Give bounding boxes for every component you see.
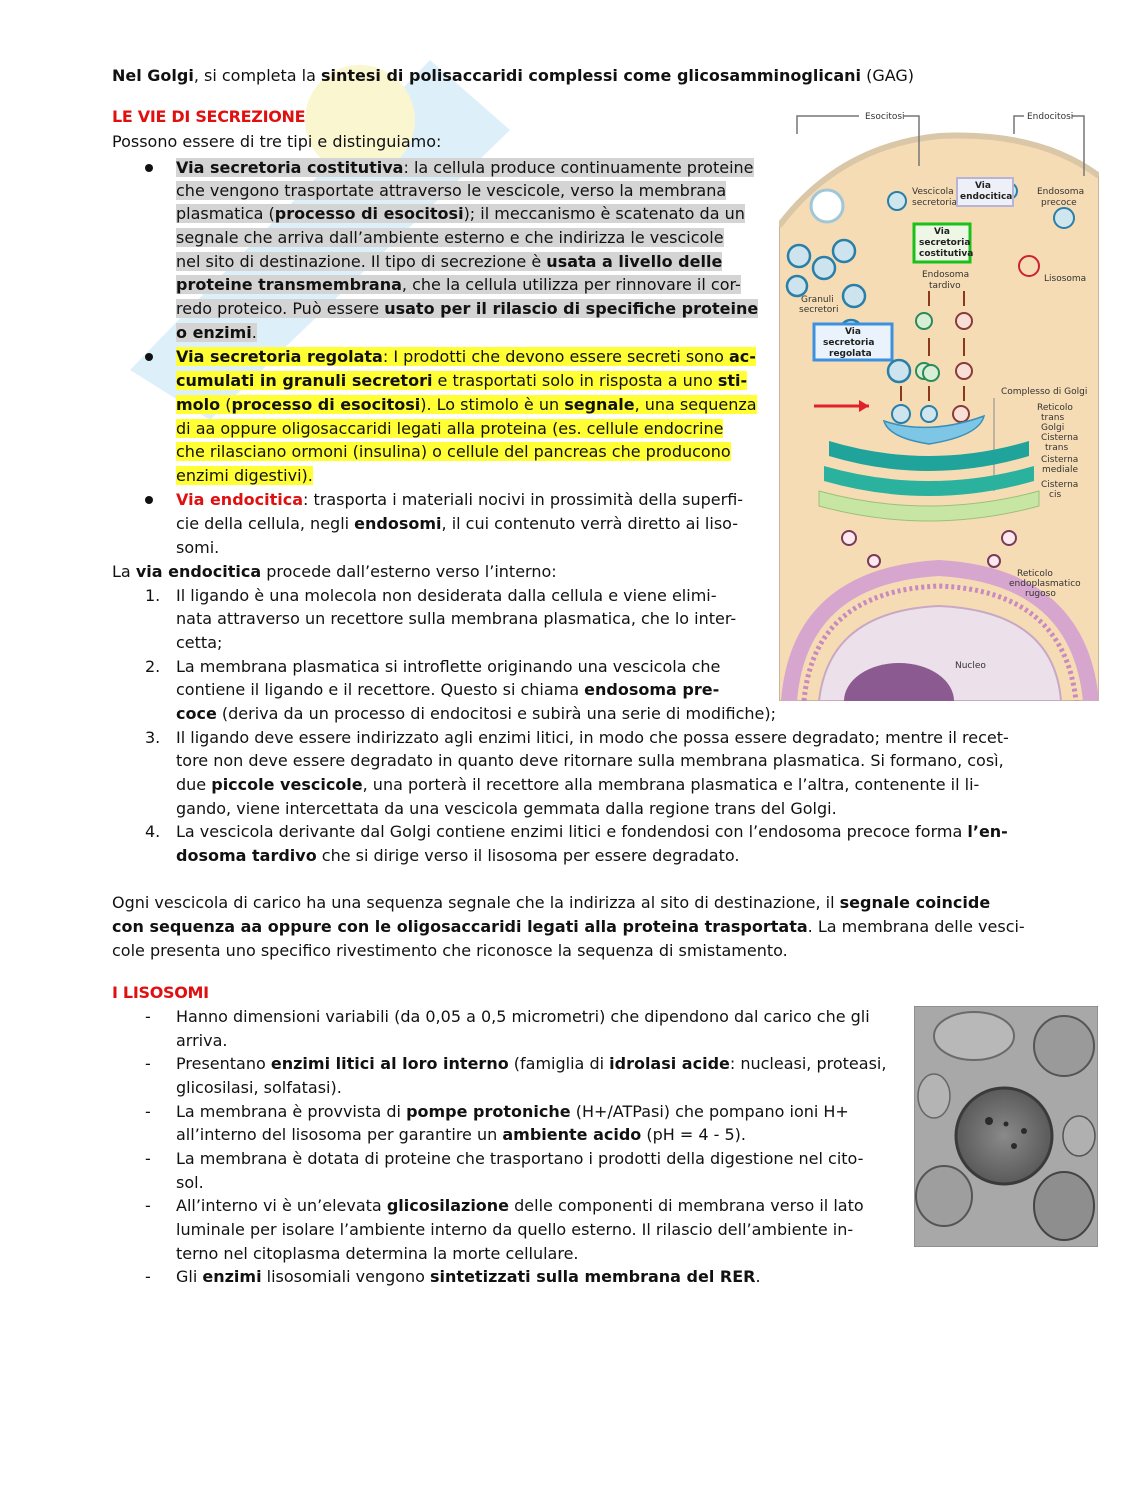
- list-number: 2.: [145, 657, 161, 676]
- vesicle: [956, 313, 972, 329]
- label-via-costitutiva: costitutiva: [919, 249, 974, 259]
- label-via-regolata: regolata: [829, 349, 872, 359]
- numbered-item-line: due piccole vescicole, una porterà il recettore alla membrana plasmatica e l’altra, contenente il li-: [176, 775, 980, 794]
- numbered-item-line: coce (deriva da un processo di endocitosi e subirà una serie di modifiche);: [176, 704, 777, 723]
- label-via-endocitica: endocitica: [960, 192, 1013, 202]
- label-nucleo: Nucleo: [955, 661, 986, 671]
- secretory-granule: [788, 245, 810, 267]
- bullet-regolata-line: di aa oppure oligosaccaridi legati alla proteina (es. cellule endocrine: [176, 419, 724, 438]
- cargo-paragraph-line: Ogni vescicola di carico ha una sequenza segnale che la indirizza al sito di destinazione, il segnale coincide: [112, 893, 991, 912]
- vesicle: [1002, 531, 1016, 545]
- dash-marker: -: [145, 1007, 151, 1026]
- secretory-granule: [888, 360, 910, 382]
- vesicle: [923, 365, 939, 381]
- bullet-regolata-line: Via secretoria regolata: I prodotti che devono essere secreti sono ac-: [176, 347, 756, 366]
- label-reticolo-trans: Reticolo: [1037, 403, 1073, 413]
- label-cisterna-cis: cis: [1049, 490, 1062, 500]
- bullet-regolata-line: cumulati in granuli secretori e trasportati solo in risposta a uno sti-: [176, 371, 748, 390]
- granule-dark: [1004, 1122, 1009, 1127]
- label-cisterna-trans: trans: [1045, 443, 1069, 453]
- bullet-endocitica-line: Via endocitica: trasporta i materiali nocivi in prossimità della superfi-: [176, 490, 744, 509]
- cargo-paragraph-line: cole presenta uno specifico rivestimento che riconosce la sequenza di smistamento.: [112, 941, 788, 960]
- vesicle: [868, 555, 880, 567]
- numbered-item-line: La vescicola derivante dal Golgi contiene enzimi litici e fondendosi con l’endosoma precoce forma l’en-: [176, 822, 1008, 841]
- granule-dark: [1011, 1143, 1017, 1149]
- label-via-regolata: secretoria: [823, 338, 875, 348]
- bullet-costitutiva-line: Via secretoria costitutiva: la cellula produce continuamente proteine: [176, 158, 754, 177]
- label-cisterna-trans: Cisterna: [1041, 433, 1079, 443]
- bullet-costitutiva-line: o enzimi.: [176, 323, 257, 342]
- vesicle: [916, 313, 932, 329]
- label-endosoma-tardivo: tardivo: [929, 281, 961, 291]
- vesicle: [842, 531, 856, 545]
- label-rer: Reticolo: [1017, 569, 1053, 579]
- numbered-item-line: Il ligando è una molecola non desiderata dalla cellula e viene elimi-: [176, 586, 717, 605]
- vesicle: [953, 406, 969, 422]
- label-reticolo-trans: trans: [1041, 413, 1065, 423]
- organelle: [1034, 1172, 1094, 1240]
- lisosomi-item-line: La membrana è dotata di proteine che trasportano i prodotti della digestione nel cito-: [176, 1149, 864, 1168]
- lysosome-body: [956, 1088, 1052, 1184]
- bullet-dot: [145, 353, 153, 361]
- lisosomi-item-line: All’interno vi è un’elevata glicosilazione delle componenti di membrana verso il lato: [176, 1196, 864, 1215]
- lisosomi-item-line: glicosilasi, solfatasi).: [176, 1078, 342, 1097]
- list-number: 1.: [145, 586, 161, 605]
- list-number: 3.: [145, 728, 161, 747]
- endocitica-lead: La via endocitica procede dall’esterno verso l’interno:: [112, 562, 557, 581]
- label-vescicola-secretoria: secretoria: [912, 198, 957, 208]
- bullet-dot: [145, 496, 153, 504]
- label-via-endocitica: Via: [975, 181, 991, 191]
- secretory-granule: [833, 240, 855, 262]
- granule-dark: [985, 1117, 993, 1125]
- organelle: [1063, 1116, 1095, 1156]
- label-reticolo-trans: Golgi: [1041, 423, 1065, 433]
- label-endosoma-precoce: precoce: [1041, 198, 1077, 208]
- secretion-pathways-diagram: [779, 106, 1099, 701]
- label-rer: endoplasmatico: [1009, 579, 1081, 589]
- label-endosoma-precoce: Endosoma: [1037, 187, 1085, 197]
- numbered-item-line: Il ligando deve essere indirizzato agli enzimi litici, in modo che possa essere degradato; mentre il recet-: [176, 728, 1009, 747]
- label-golgi: Complesso di Golgi: [1001, 387, 1088, 397]
- vesicle: [888, 192, 906, 210]
- label-lisosoma: Lisosoma: [1044, 274, 1087, 284]
- vesicle: [988, 555, 1000, 567]
- lisosomi-item-line: arriva.: [176, 1031, 228, 1050]
- label-endosoma-tardivo: Endosoma: [922, 270, 970, 280]
- bullet-costitutiva-line: plasmatica (processo di esocitosi); il meccanismo è scatenato da un: [176, 204, 745, 223]
- section-lead: Possono essere di tre tipi e distinguiamo:: [112, 132, 442, 151]
- lisosomi-item-line: Gli enzimi lisosomiali vengono sintetizzati sulla membrana del RER.: [176, 1267, 761, 1286]
- numbered-item-line: contiene il ligando e il recettore. Questo si chiama endosoma pre-: [176, 680, 720, 699]
- label-via-regolata: Via: [845, 327, 861, 337]
- lisosomi-item-line: Presentano enzimi litici al loro interno (famiglia di idrolasi acide: nucleasi, proteasi,: [176, 1054, 887, 1073]
- organelle: [934, 1012, 1014, 1060]
- label-vescicola-secretoria: Vescicola: [912, 187, 954, 197]
- label-cisterna-mediale: mediale: [1042, 465, 1079, 475]
- label-via-costitutiva: secretoria: [919, 238, 971, 248]
- label-cisterna-cis: Cisterna: [1041, 480, 1079, 490]
- exocytosis-vesicle: [811, 190, 843, 222]
- numbered-item-line: gando, viene intercettata da una vescicola gemmata dalla regione trans del Golgi.: [176, 799, 837, 818]
- granule-dark: [1021, 1128, 1027, 1134]
- endosome-vesicle: [1054, 208, 1074, 228]
- numbered-item-line: La membrana plasmatica si introflette originando una vescicola che: [176, 657, 721, 676]
- bullet-endocitica-line: cie della cellula, negli endosomi, il cui contenuto verrà diretto ai liso-: [176, 514, 739, 533]
- vesicle: [921, 406, 937, 422]
- bullet-regolata-line: che rilasciano ormoni (insulina) o cellule del pancreas che producono: [176, 442, 731, 461]
- bullet-costitutiva-line: nel sito di destinazione. Il tipo di secrezione è usata a livello delle: [176, 252, 723, 271]
- intro-paragraph: Nel Golgi, si completa la sintesi di polisaccaridi complessi come glicosamminoglicani (GAG): [112, 66, 915, 85]
- dash-marker: -: [145, 1196, 151, 1215]
- lisosomi-item-line: La membrana è provvista di pompe protoniche (H+/ATPasi) che pompano ioni H+: [176, 1102, 849, 1121]
- label-granuli: Granuli: [801, 295, 834, 305]
- vesicle: [956, 363, 972, 379]
- secretory-granule: [787, 276, 807, 296]
- lysosome-micrograph: [914, 1006, 1098, 1247]
- dash-marker: -: [145, 1149, 151, 1168]
- lysosome: [1019, 256, 1039, 276]
- dash-marker: -: [145, 1054, 151, 1073]
- label-granuli: secretori: [799, 305, 839, 315]
- bullet-costitutiva-line: redo proteico. Può essere usato per il rilascio di specifiche proteine: [176, 299, 759, 318]
- section-title-lisosomi: I LISOSOMI: [112, 983, 209, 1002]
- lisosomi-item-line: luminale per isolare l’ambiente interno da quello esterno. Il rilascio dell’ambiente in-: [176, 1220, 854, 1239]
- secretory-granule: [813, 257, 835, 279]
- lisosomi-item-line: Hanno dimensioni variabili (da 0,05 a 0,5 micrometri) che dipendono dal carico che gli: [176, 1007, 870, 1026]
- cargo-paragraph-line: con sequenza aa oppure con le oligosaccaridi legati alla proteina trasportata. La membrana delle vesci-: [112, 917, 1025, 936]
- secretory-granule: [843, 285, 865, 307]
- section-title-secrezione: LE VIE DI SECREZIONE: [112, 107, 306, 126]
- list-number: 4.: [145, 822, 161, 841]
- bullet-regolata-line: molo (processo di esocitosi). Lo stimolo è un segnale, una sequenza: [176, 395, 757, 414]
- lisosomi-item-line: sol.: [176, 1173, 204, 1192]
- label-cisterna-mediale: Cisterna: [1041, 455, 1079, 465]
- vesicle: [892, 405, 910, 423]
- numbered-item-line: cetta;: [176, 633, 223, 652]
- numbered-item-line: nata attraverso un recettore sulla membrana plasmatica, che lo inter-: [176, 609, 737, 628]
- label-via-costitutiva: Via: [934, 227, 950, 237]
- label-endocitosi: Endocitosi: [1027, 112, 1074, 122]
- dash-marker: -: [145, 1267, 151, 1286]
- bullet-regolata-line: enzimi digestivi).: [176, 466, 313, 485]
- numbered-item-line: dosoma tardivo che si dirige verso il lisosoma per essere degradato.: [176, 846, 740, 865]
- bullet-costitutiva-line: proteine transmembrana, che la cellula utilizza per rinnovare il cor-: [176, 275, 741, 294]
- label-rer: rugoso: [1025, 589, 1056, 599]
- organelle: [916, 1166, 972, 1226]
- label-esocitosi: Esocitosi: [865, 112, 905, 122]
- numbered-item-line: tore non deve essere degradato in quanto deve ritornare sulla membrana plasmatica. Si formano, così,: [176, 751, 1004, 770]
- bullet-costitutiva-line: che vengono trasportate attraverso le vescicole, verso la membrana: [176, 181, 727, 200]
- organelle: [1034, 1016, 1094, 1076]
- dash-marker: -: [145, 1102, 151, 1121]
- lisosomi-item-line: terno nel citoplasma determina la morte cellulare.: [176, 1244, 579, 1263]
- bullet-endocitica-line: somi.: [176, 538, 220, 557]
- bullet-dot: [145, 164, 153, 172]
- organelle: [918, 1074, 950, 1118]
- lisosomi-item-line: all’interno del lisosoma per garantire un ambiente acido (pH = 4 - 5).: [176, 1125, 747, 1144]
- bullet-costitutiva-line: segnale che arriva dall’ambiente esterno e che indirizza le vescicole: [176, 228, 724, 247]
